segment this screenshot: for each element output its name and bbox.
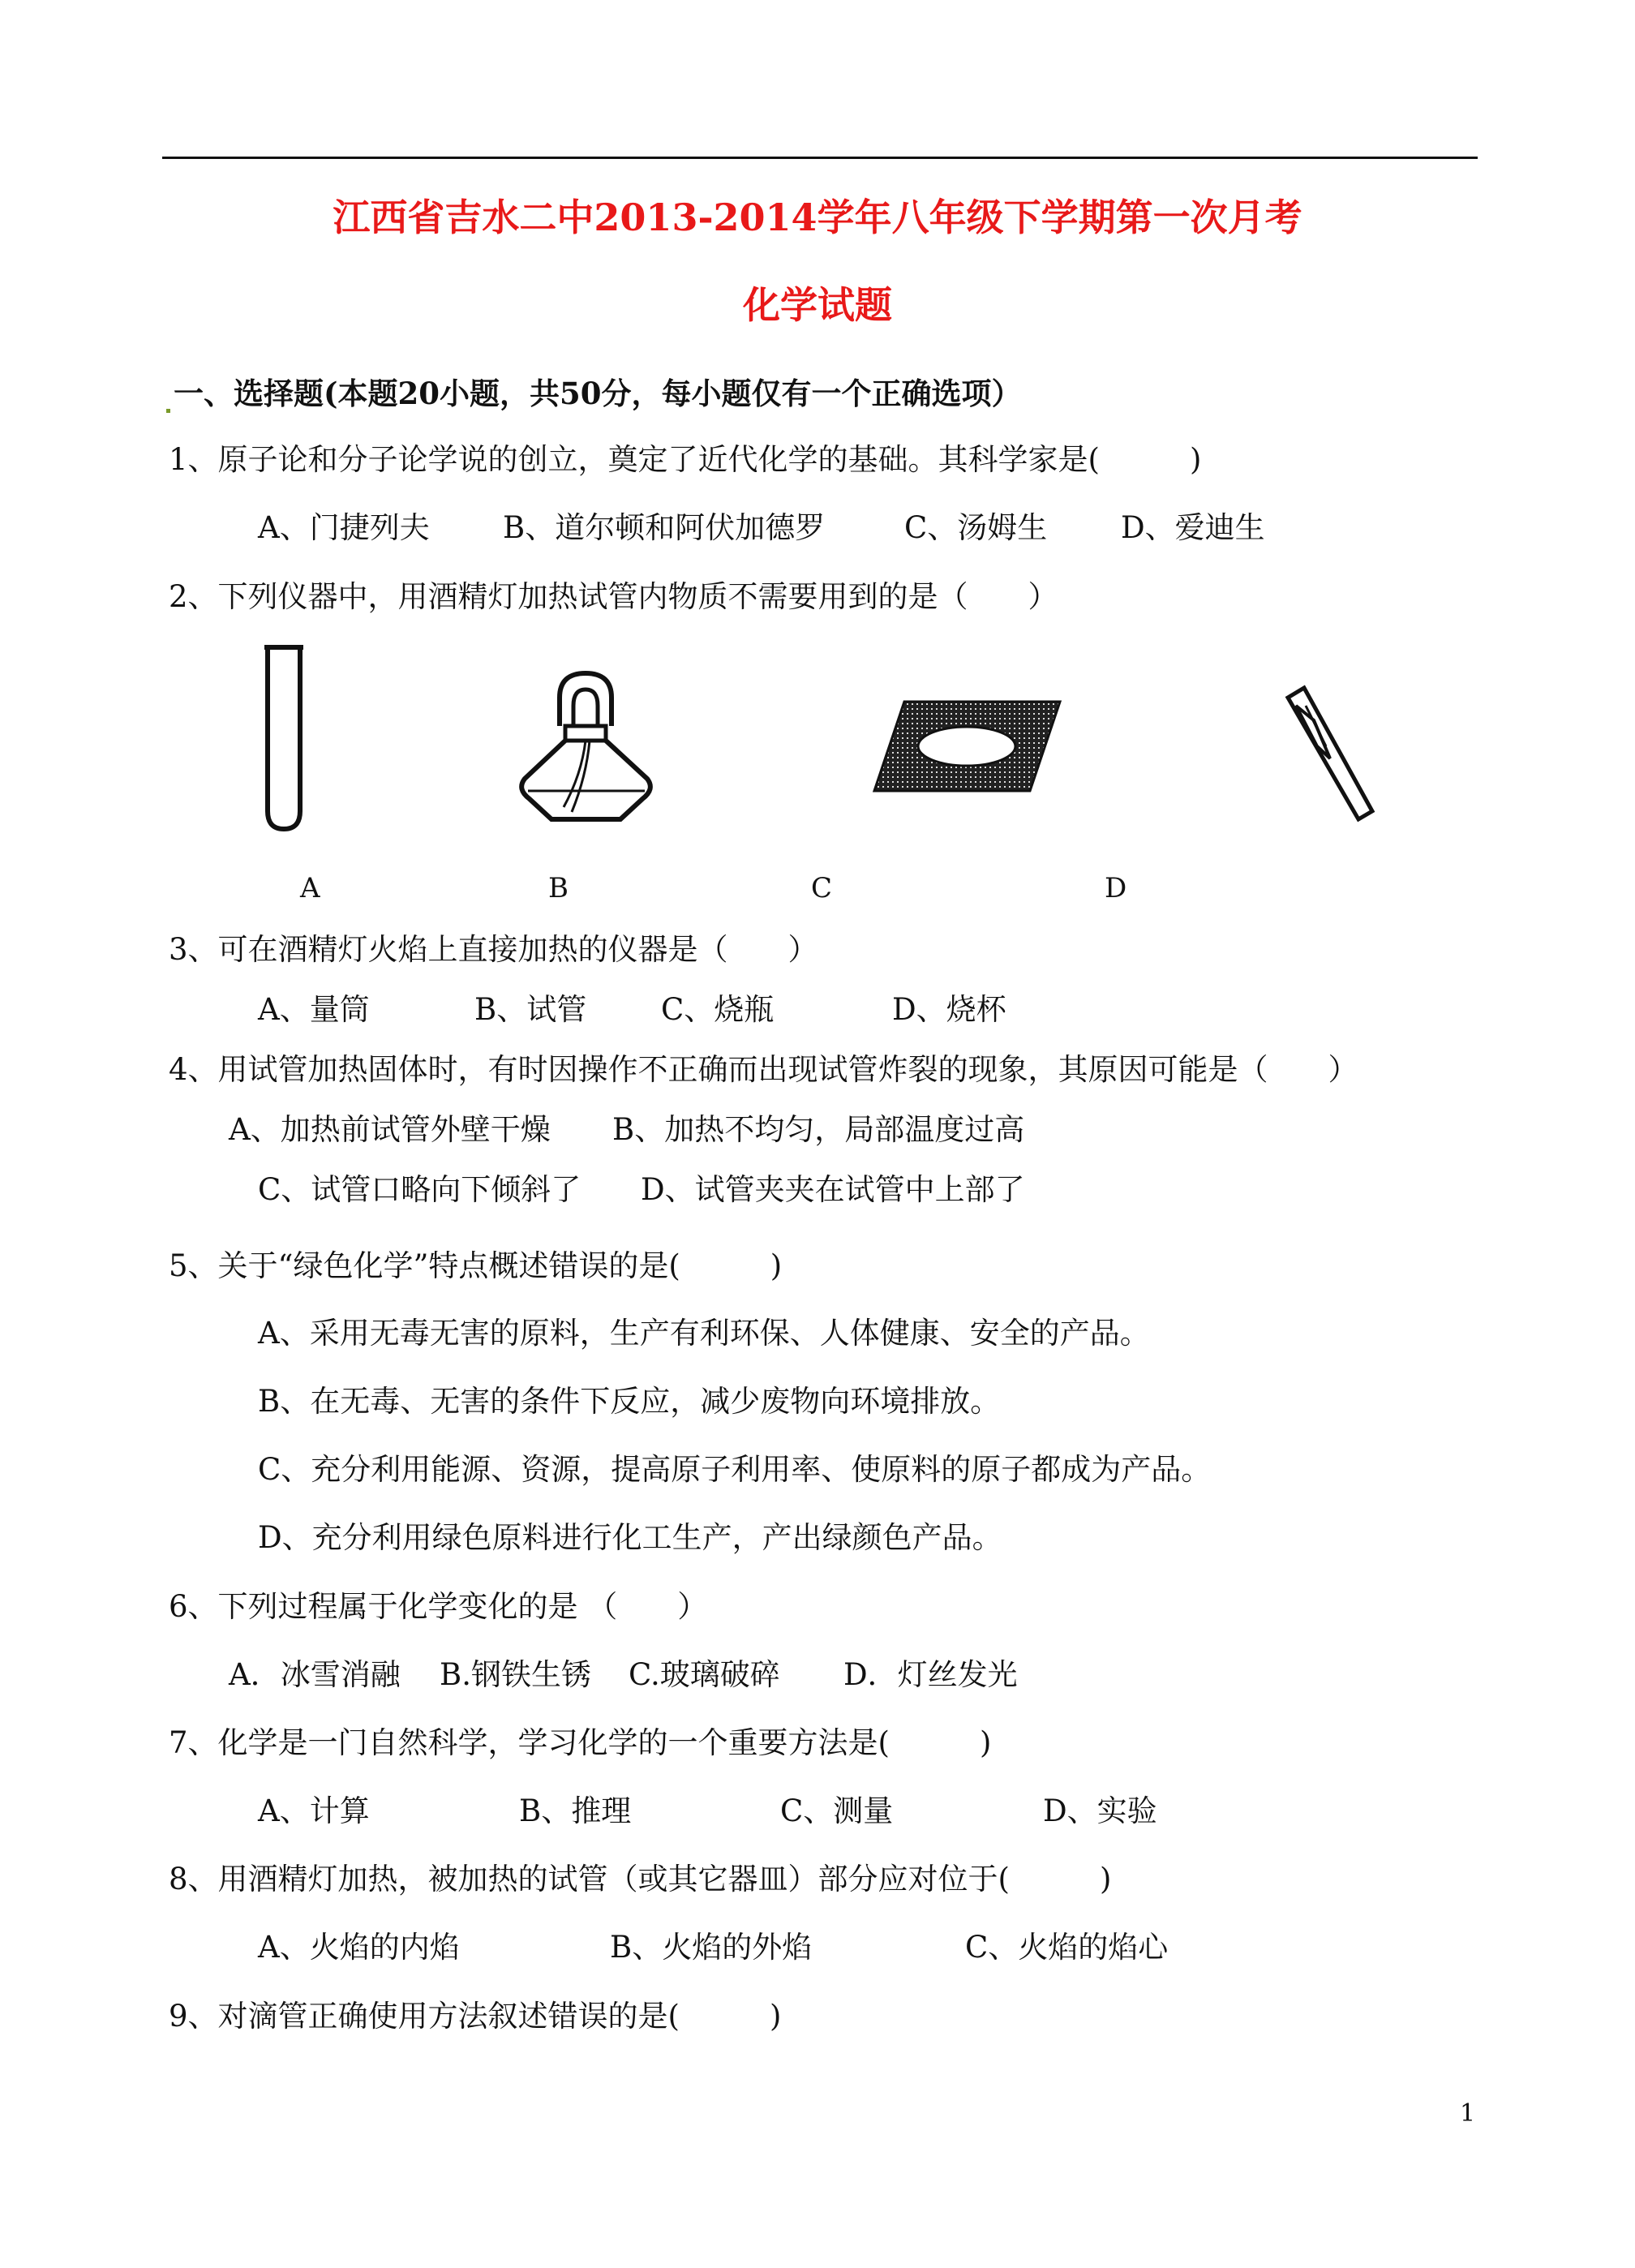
page-subtitle: 化学试题 [743,283,892,327]
question-6-option-c: C.玻璃破碎 [629,1657,780,1692]
question-7-stem: 7、化学是一门自然科学，学习化学的一个重要方法是( ) [169,1725,992,1760]
question-4-option-a: A、加热前试管外壁干燥 [229,1112,551,1147]
question-6-option-a: A．冰雪消融 [229,1657,401,1692]
question-3-option-a: A、量筒 [258,992,370,1027]
wire-gauze-figure [872,698,1062,795]
question-8-option-b: B、火焰的外焰 [610,1930,813,1965]
question-3-stem: 3、可在酒精灯火焰上直接加热的仪器是（ ） [169,932,818,967]
question-5-option-d: D、充分利用绿色原料进行化工生产，产出绿颜色产品。 [258,1520,1002,1555]
question-2-stem: 2、下列仪器中，用酒精灯加热试管内物质不需要用到的是（ ） [169,579,1058,614]
figure-label-d: D [1105,872,1127,904]
header-rule [162,157,1478,159]
question-3-option-c: C、烧瓶 [661,992,775,1027]
figure-label-c: C [811,872,833,904]
question-4-stem: 4、用试管加热固体时，有时因操作不正确而出现试管炸裂的现象，其原因可能是（ ） [169,1052,1358,1087]
question-6-option-b: B.钢铁生锈 [440,1657,591,1692]
section-heading-text: 一、选择题(本题20小题，共50分，每小题仅有一个正确选项） [174,376,1022,411]
question-1-option-d: D、爱迪生 [1121,510,1265,545]
page-title: 江西省吉水二中2013-2014学年八年级下学期第一次月考 [333,195,1302,239]
question-7-option-a: A、计算 [258,1793,370,1828]
question-1-option-b: B、道尔顿和阿伏加德罗 [503,510,826,545]
question-5-option-c: C、充分利用能源、资源，提高原子利用率、使原料的原子都成为产品。 [258,1452,1212,1487]
question-4-option-d: D、试管夹夹在试管中上部了 [641,1172,1025,1207]
question-1-stem: 1、原子论和分子论学说的创立，奠定了近代化学的基础。其科学家是( ) [169,442,1202,477]
figure-label-a: A [300,872,320,904]
question-4-option-c: C、试管口略向下倾斜了 [258,1172,581,1207]
question-9-stem: 9、对滴管正确使用方法叙述错误的是( ) [169,1999,782,2034]
question-8-option-a: A、火焰的内焰 [258,1930,460,1965]
question-1-option-c: C、汤姆生 [904,510,1048,545]
question-3-option-d: D、烧杯 [892,992,1006,1027]
question-7-option-d: D、实验 [1043,1793,1157,1828]
test-tube-holder-figure [1281,681,1379,823]
alcohol-lamp-figure [515,669,657,827]
page-number: 1 [1460,2099,1476,2128]
question-5-stem: 5、关于“绿色化学”特点概述错误的是( ) [169,1248,783,1283]
question-1-option-a: A、门捷列夫 [258,510,430,545]
question-8-option-c: C、火焰的焰心 [965,1930,1169,1965]
figure-label-b: B [548,872,569,904]
test-tube-figure [260,641,308,835]
question-7-option-c: C、测量 [780,1793,894,1828]
question-8-stem: 8、用酒精灯加热，被加热的试管（或其它器皿）部分应对位于( ) [169,1862,1112,1896]
question-6-stem: 6、下列过程属于化学变化的是 （ ） [169,1589,708,1624]
question-4-option-b: B、加热不均匀，局部温度过高 [612,1112,1025,1147]
question-7-option-b: B、推理 [519,1793,632,1828]
question-3-option-b: B、试管 [474,992,587,1027]
question-6-option-d: D．灯丝发光 [843,1657,1018,1692]
section-heading [166,369,1021,413]
question-5-option-b: B、在无毒、无害的条件下反应，减少废物向环境排放。 [258,1384,1001,1419]
marker-dot [166,409,170,413]
question-5-option-a: A、采用无毒无害的原料，生产有利环保、人体健康、安全的产品。 [258,1316,1150,1351]
